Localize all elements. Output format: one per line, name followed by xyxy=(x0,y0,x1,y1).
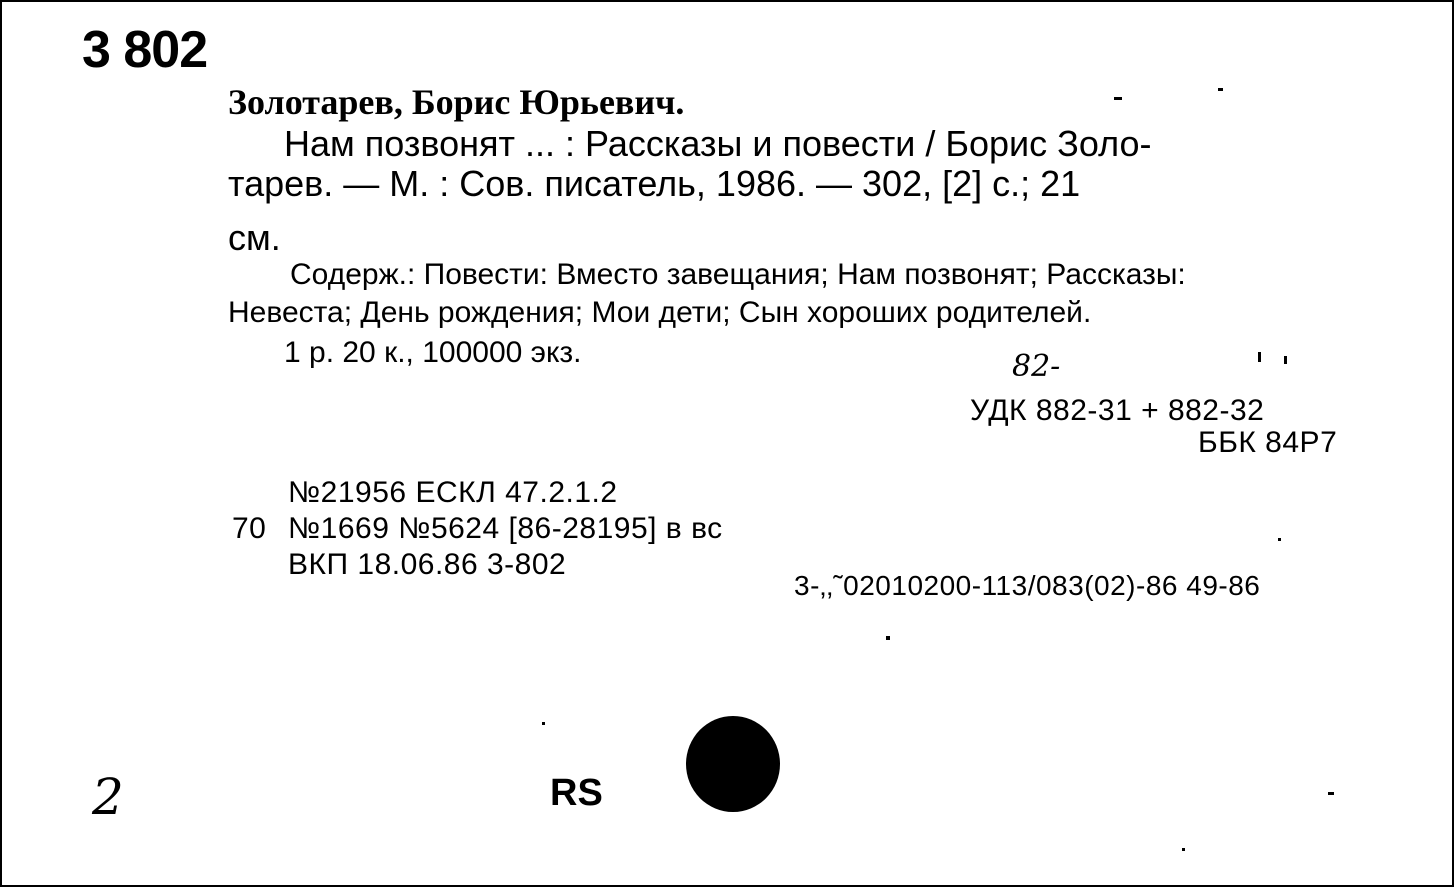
title-line-3: см. xyxy=(228,217,281,258)
udk-code: УДК 882-31 + 882-32 xyxy=(970,394,1265,427)
call-number: 3 802 xyxy=(82,21,208,79)
classification-code: 3-‚‚˜02010200-113/083(02)-86 49-86 xyxy=(794,570,1261,601)
record-line-1: №21956 ЕСКЛ 47.2.1.2 xyxy=(288,476,618,509)
punch-hole xyxy=(686,716,780,812)
speck xyxy=(542,722,545,725)
handwritten-number: 2 xyxy=(92,768,124,826)
record-prefix: 70 xyxy=(232,512,267,545)
speck xyxy=(1278,538,1281,541)
speck xyxy=(1218,88,1223,91)
rs-mark: RS xyxy=(550,772,603,814)
bbk-code: ББК 84Р7 xyxy=(1198,426,1338,459)
title-line-2: тарев. — М. : Сов. писатель, 1986. — 302, [2] с.; 21 xyxy=(228,163,1081,204)
speck xyxy=(1284,356,1287,364)
price-and-print-run: 1 р. 20 к., 100000 экз. xyxy=(284,336,582,369)
record-line-2: №1669 №5624 [86-28195] в вс xyxy=(288,512,723,545)
contents-line-2: Невеста; День рождения; Мои дети; Сын хороших родителей. xyxy=(228,296,1092,329)
speck xyxy=(886,636,890,640)
speck xyxy=(1328,792,1334,795)
handwritten-note: 82- xyxy=(1012,349,1061,384)
author-heading: Золотарев, Борис Юрьевич. xyxy=(228,82,685,122)
record-line-3: ВКП 18.06.86 3-802 xyxy=(288,548,567,581)
contents-line-1: Содерж.: Повести: Вместо завещания; Нам позвонят; Рассказы: xyxy=(290,258,1186,291)
speck xyxy=(1114,97,1122,100)
speck xyxy=(1258,352,1261,362)
title-line-1: Нам позвонят ... : Рассказы и повести / Борис Золо- xyxy=(284,123,1152,164)
speck xyxy=(1182,848,1185,851)
